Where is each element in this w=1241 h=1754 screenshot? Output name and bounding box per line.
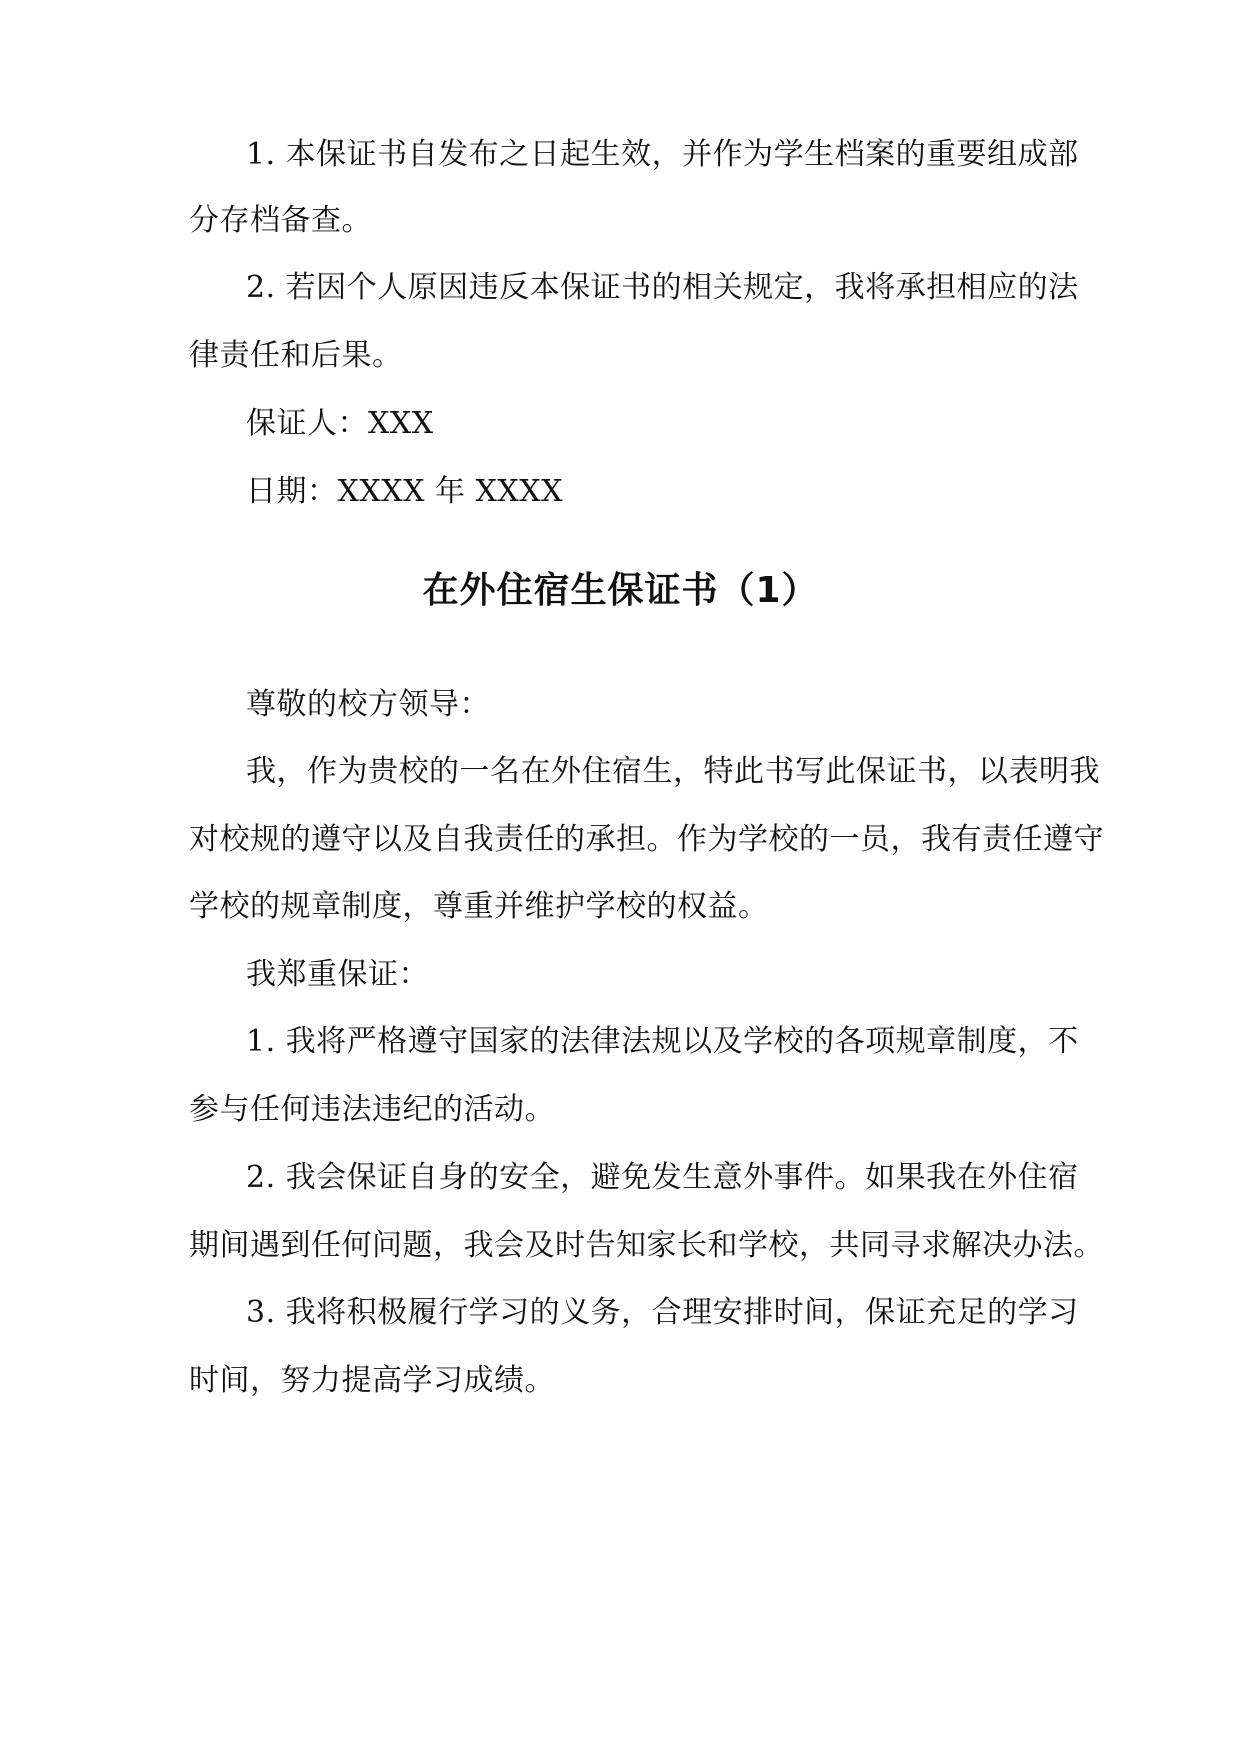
pledge-item-2-line-2: 期间遇到任何问题，我会及时告知家长和学校，共同寻求解决办法。 xyxy=(189,1228,1104,1263)
guarantor-line: 保证人：XXX xyxy=(246,406,434,441)
intro-line-2: 对校规的遵守以及自我责任的承担。作为学校的一员，我有责任遵守 xyxy=(189,822,1104,857)
pledge-intro: 我郑重保证： xyxy=(246,957,429,992)
intro-line-3: 学校的规章制度，尊重并维护学校的权益。 xyxy=(189,889,769,924)
pledge-item-1-line-2: 参与任何违法违纪的活动。 xyxy=(189,1092,555,1127)
clause-2-line-1: 2. 若因个人原因违反本保证书的相关规定，我将承担相应的法 xyxy=(246,270,1079,305)
clause-1-line-1: 1. 本保证书自发布之日起生效，并作为学生档案的重要组成部 xyxy=(246,137,1079,172)
salutation: 尊敬的校方领导： xyxy=(246,687,490,722)
intro-line-1: 我，作为贵校的一名在外住宿生，特此书写此保证书，以表明我 xyxy=(246,754,1100,789)
date-line: 日期：XXXX 年 XXXX xyxy=(246,474,563,509)
pledge-item-2-line-1: 2. 我会保证自身的安全，避免发生意外事件。如果我在外住宿 xyxy=(246,1160,1079,1195)
pledge-item-3-line-2: 时间，努力提高学习成绩。 xyxy=(189,1363,555,1398)
document-title: 在外住宿生保证书（1） xyxy=(422,570,819,611)
pledge-item-1-line-1: 1. 我将严格遵守国家的法律法规以及学校的各项规章制度，不 xyxy=(246,1024,1079,1059)
pledge-item-3-line-1: 3. 我将积极履行学习的义务，合理安排时间，保证充足的学习 xyxy=(246,1295,1079,1330)
clause-1-line-2: 分存档备查。 xyxy=(189,203,372,238)
clause-2-line-2: 律责任和后果。 xyxy=(189,338,403,373)
